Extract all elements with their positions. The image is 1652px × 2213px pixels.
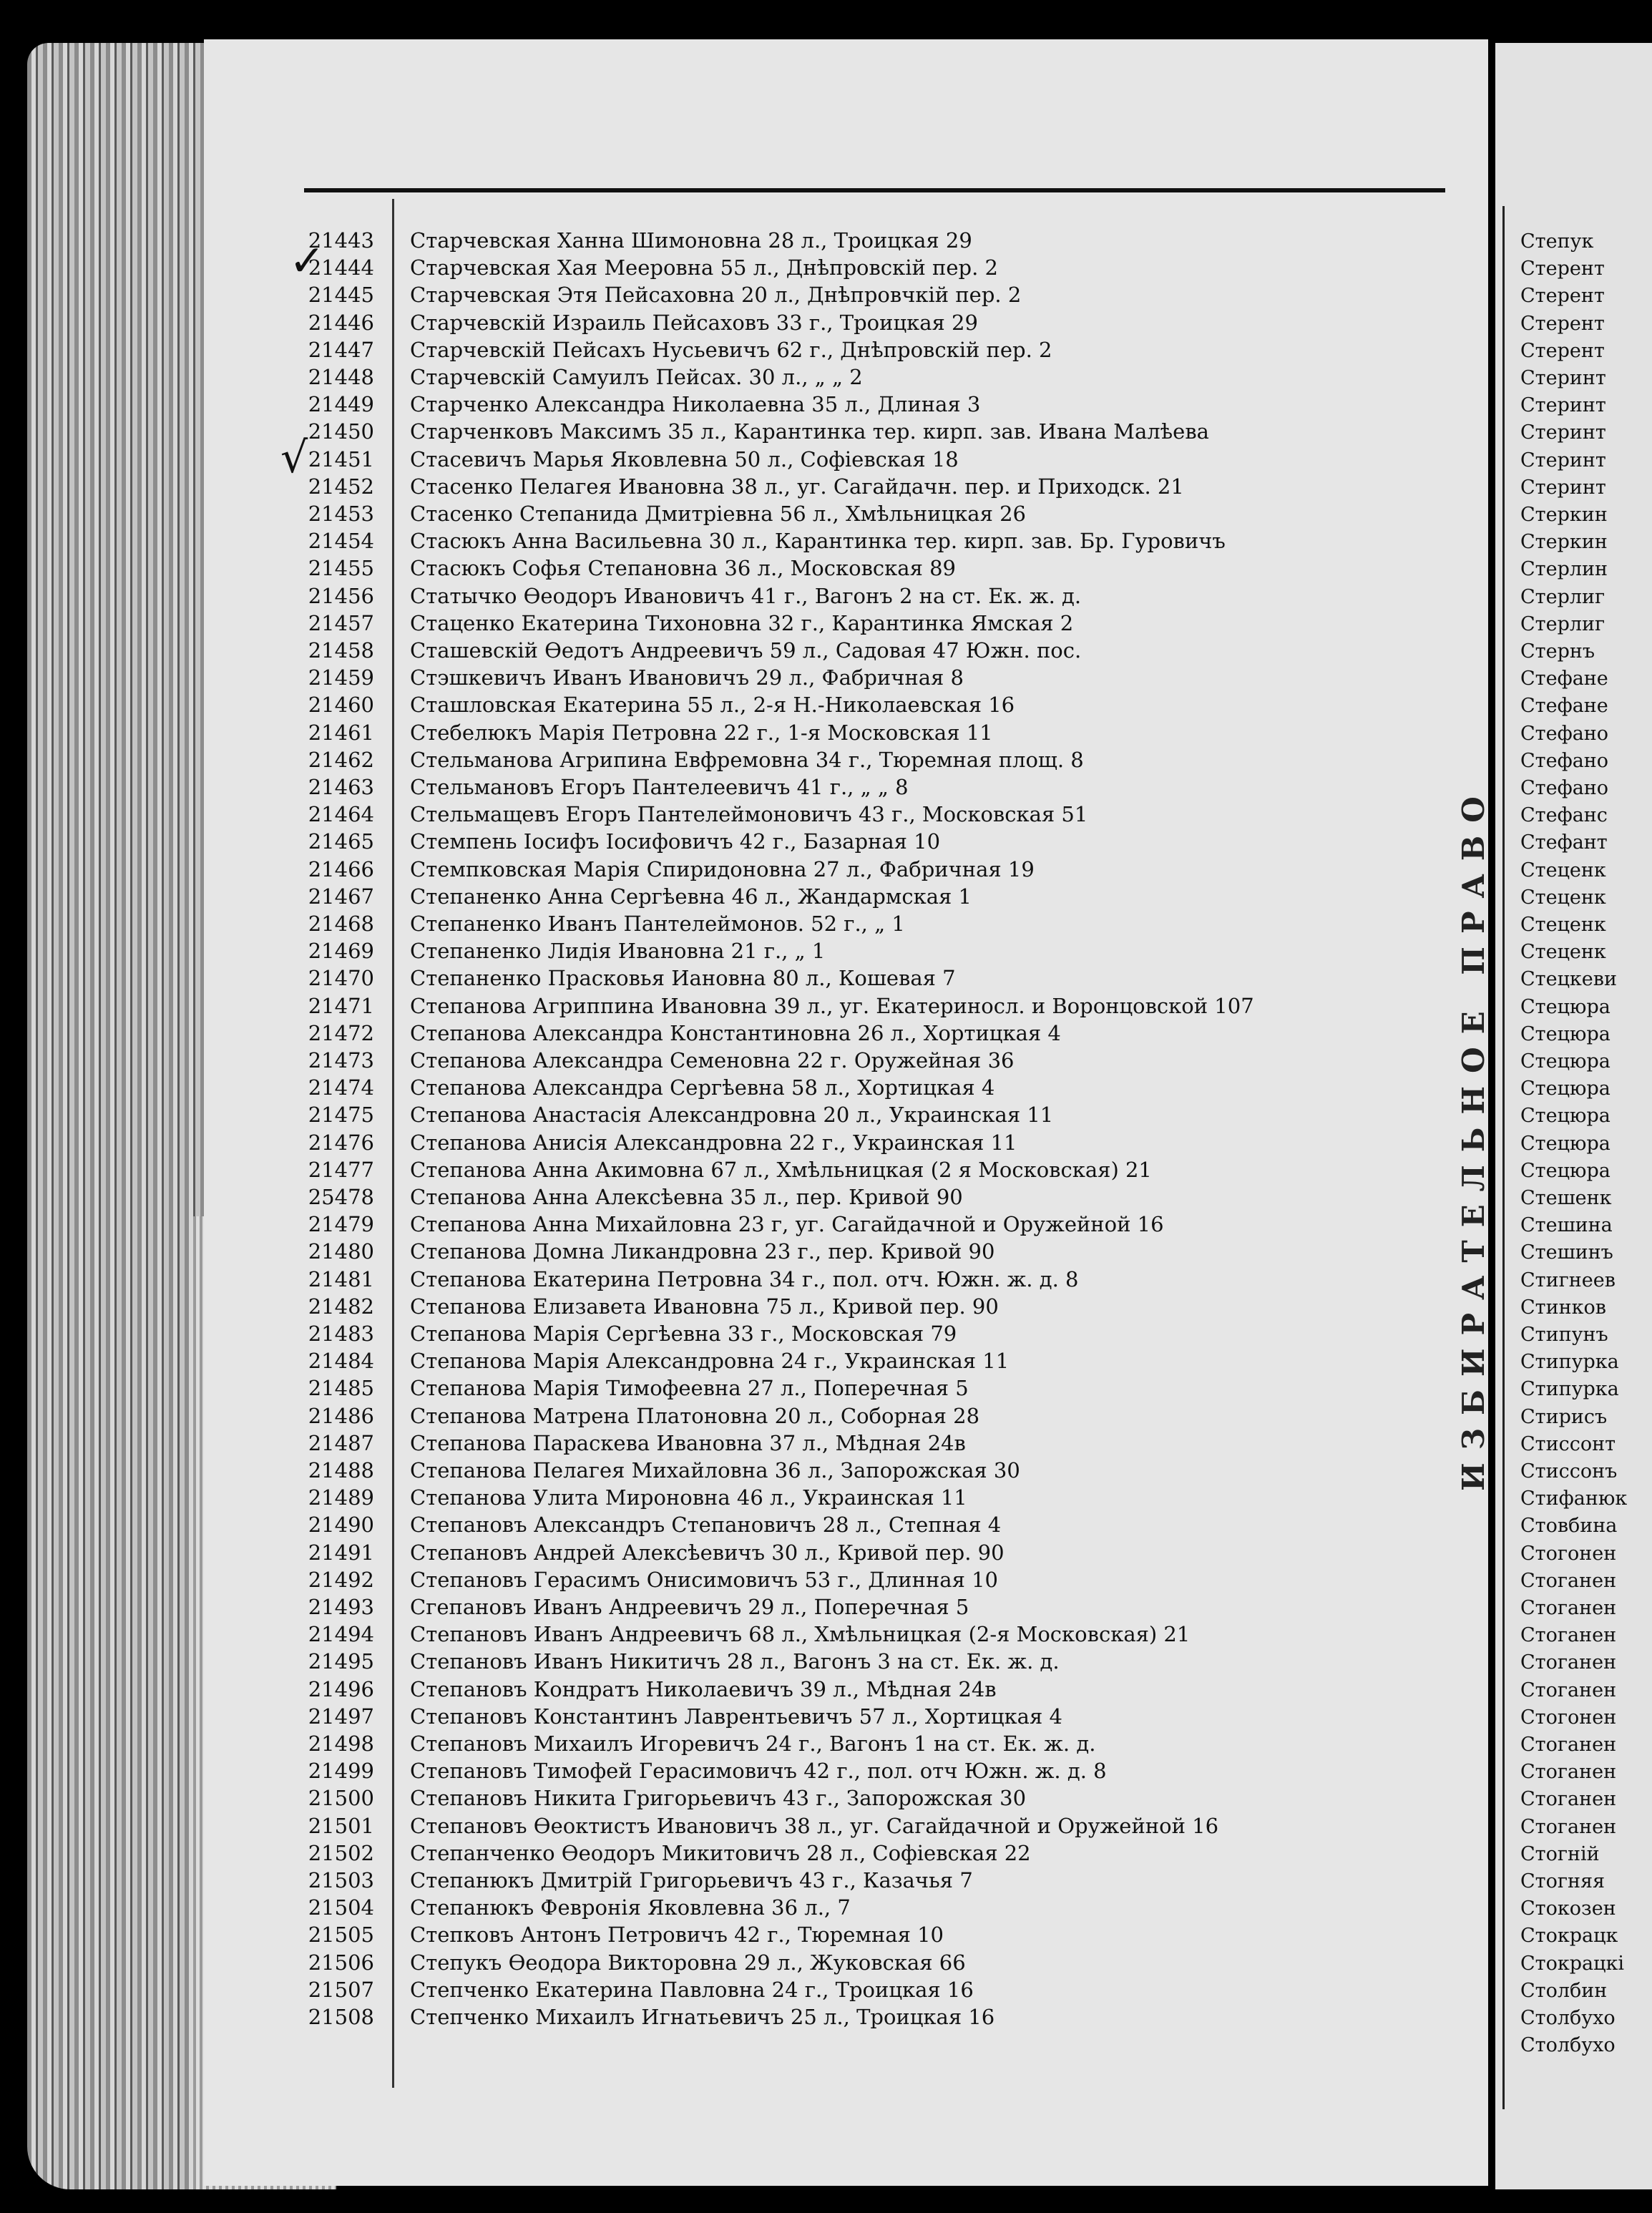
entry-text: Стэшкевичъ Иванъ Ивановичъ 29 л., Фабричная 8 — [410, 665, 964, 690]
entry-text: Степанова Анастасія Александровна 20 л., Украинская 11 — [410, 1103, 1054, 1128]
adjacent-list-entry: Стогонен — [1520, 1542, 1617, 1565]
adjacent-list-entry: Стефано — [1520, 777, 1609, 799]
adjacent-list-entry: Стецюра — [1520, 1159, 1611, 1182]
entry-number: 21501 — [308, 1813, 374, 1838]
entry-number: 21444 — [308, 255, 374, 280]
entry-number: 21448 — [308, 365, 374, 389]
adjacent-list-entry: Стефанс — [1520, 804, 1608, 827]
entry-text: Степаненко Прасковья Иановна 80 л., Кошевая 7 — [410, 966, 956, 991]
entry-text: Степанова Матрена Платоновна 20 л., Соборная 28 — [410, 1403, 980, 1428]
entry-number: 21457 — [308, 610, 374, 635]
entry-text: Стасенко Степанида Дмитріевна 56 л., Хмѣльницкая 26 — [410, 502, 1026, 526]
entry-number: 21458 — [308, 638, 374, 663]
adjacent-list-entry: Стоганен — [1520, 1651, 1617, 1674]
list-entry — [290, 856, 1449, 883]
list-entry — [290, 1894, 1449, 1921]
list-entry — [290, 227, 1449, 254]
list-entry — [290, 664, 1449, 691]
adjacent-list-entry: Стеценк — [1520, 941, 1606, 964]
adjacent-list-entry: Степук — [1520, 230, 1594, 253]
entry-text: Степаненко Анна Сергѣевна 46 л., Жандармская 1 — [410, 884, 972, 909]
list-entry — [290, 582, 1449, 610]
entry-text: Степанюкъ Февронія Яковлевна 36 л., 7 — [410, 1895, 851, 1920]
entry-text: Степановъ Михаилъ Игоревичъ 24 г., Вагонъ 1 на ст. Ек. ж. д. — [410, 1731, 1096, 1756]
adjacent-list-entry: Стинков — [1520, 1296, 1606, 1319]
adjacent-list-entry: Стиссонъ — [1520, 1460, 1618, 1482]
list-entry — [290, 1539, 1449, 1566]
entry-number: 21500 — [308, 1786, 374, 1811]
adjacent-list-entry: Стеринт — [1520, 394, 1606, 417]
entry-number: 21484 — [308, 1349, 374, 1374]
entry-number: 21472 — [308, 1020, 374, 1045]
entry-number: 21446 — [308, 310, 374, 335]
list-entry — [290, 418, 1449, 445]
list-entry — [290, 363, 1449, 391]
entry-text: Степанова Анна Акимовна 67 л., Хмѣльницкая (2 я Московская) 21 — [410, 1157, 1152, 1182]
entry-text: Степановъ Герасимъ Онисимовичъ 53 г., Длинная 10 — [410, 1567, 998, 1592]
adjacent-list-entry: Стецюра — [1520, 1050, 1611, 1073]
entry-number: 25478 — [308, 1185, 374, 1209]
entry-text: Степаненко Лидія Ивановна 21 г., „ 1 — [410, 939, 826, 964]
list-entry — [290, 937, 1449, 964]
entry-number: 21460 — [308, 693, 374, 718]
list-entry — [290, 1347, 1449, 1374]
vertical-column-title: ИЗБИРАТЕЛЬНОЕ ПРАВО — [1456, 783, 1491, 1492]
entry-number: 21494 — [308, 1622, 374, 1647]
entry-text: Сташевскій Ѳедотъ Андреевичъ 59 л., Садовая 47 Южн. пос. — [410, 638, 1082, 663]
book-page-edges — [27, 43, 206, 2189]
entry-number: 21475 — [308, 1103, 374, 1128]
adjacent-list-entry: Стеценк — [1520, 886, 1606, 909]
list-entry — [290, 336, 1449, 363]
list-entry — [290, 1293, 1449, 1320]
adjacent-list-entry: Стерлин — [1520, 558, 1608, 581]
entry-text: Стасюкъ Софья Степановна 36 л., Московская 89 — [410, 556, 956, 581]
adjacent-list-entry: Стоганен — [1520, 1815, 1617, 1838]
ink-tick-mark: √ — [280, 433, 308, 483]
list-entry — [290, 1238, 1449, 1265]
list-entry — [290, 801, 1449, 828]
list-entry — [290, 883, 1449, 910]
adjacent-list-entry: Стешинъ — [1520, 1241, 1613, 1264]
entry-text: Степанченко Ѳеодоръ Микитовичъ 28 л., Софіевская 22 — [410, 1840, 1031, 1865]
list-entry — [290, 1430, 1449, 1457]
entry-number: 21452 — [308, 474, 374, 499]
entry-text: Степанова Пелагея Михайловна 36 л., Запорожская 30 — [410, 1458, 1020, 1482]
entry-number: 21481 — [308, 1266, 374, 1291]
adjacent-list-entry: Стиссонт — [1520, 1432, 1616, 1455]
adjacent-list-entry: Стипунъ — [1520, 1324, 1608, 1346]
list-entry — [290, 473, 1449, 500]
entry-text: Степанова Александра Семеновна 22 г. Оружейная 36 — [410, 1048, 1015, 1073]
list-entry — [290, 1020, 1449, 1047]
entry-number: 21508 — [308, 2005, 374, 2029]
entry-number: 21490 — [308, 1513, 374, 1538]
entry-number: 21474 — [308, 1075, 374, 1100]
entry-text: Статычко Ѳеодоръ Ивановичъ 41 г., Вагонъ 2 на ст. Ек. ж. д. — [410, 583, 1082, 608]
entry-text: Старчевскій Израиль Пейсаховъ 33 г., Троицкая 29 — [410, 310, 978, 335]
list-entry — [290, 391, 1449, 418]
adjacent-list-entry: Стипурка — [1520, 1351, 1619, 1374]
list-entry — [290, 1648, 1449, 1675]
adjacent-list-entry: Стоганен — [1520, 1569, 1617, 1592]
list-entry — [290, 1374, 1449, 1402]
entry-number: 21504 — [308, 1895, 374, 1920]
list-entry — [290, 1129, 1449, 1156]
list-entry — [290, 1867, 1449, 1894]
list-entry — [290, 281, 1449, 308]
entry-number: 21506 — [308, 1950, 374, 1975]
adjacent-list-entry: Стоганен — [1520, 1734, 1617, 1756]
entry-number: 21495 — [308, 1649, 374, 1674]
entry-text: Старчевская Хая Мееровна 55 л., Днѣпровскій пер. 2 — [410, 255, 998, 280]
list-entry — [290, 1156, 1449, 1183]
entry-text: Степанова Елизавета Ивановна 75 л., Кривой пер. 90 — [410, 1294, 999, 1319]
entry-number: 21493 — [308, 1595, 374, 1619]
entry-text: Степанова Анна Михайловна 23 г, уг. Сагайдачной и Оружейной 16 — [410, 1212, 1164, 1237]
entry-text: Степанова Марія Александровна 24 г., Украинская 11 — [410, 1349, 1010, 1374]
adjacent-list-entry: Стерент — [1520, 258, 1605, 280]
entry-text: Степченко Екатерина Павловна 24 г., Троицкая 16 — [410, 1977, 974, 2002]
entry-text: Степковъ Антонъ Петровичъ 42 г., Тюремная 10 — [410, 1923, 944, 1948]
entry-number: 21498 — [308, 1731, 374, 1756]
adjacent-list-entry: Стерент — [1520, 285, 1605, 308]
adjacent-list-entry: Стоганен — [1520, 1597, 1617, 1619]
entry-number: 21447 — [308, 337, 374, 362]
entry-text: Степченко Михаилъ Игнатьевичъ 25 л., Троицкая 16 — [410, 2005, 995, 2029]
list-entry — [290, 527, 1449, 555]
list-entry — [290, 1457, 1449, 1484]
entry-number: 21445 — [308, 283, 374, 308]
adjacent-list-entry: Стецюра — [1520, 995, 1611, 1018]
adjacent-list-entry: Стеринт — [1520, 476, 1606, 499]
adjacent-list-entry: Стецюра — [1520, 1105, 1611, 1128]
entry-number: 21487 — [308, 1430, 374, 1455]
list-entry — [290, 1976, 1449, 2003]
list-entry — [290, 691, 1449, 718]
adjacent-list-entry: Стокрацк — [1520, 1925, 1618, 1948]
adjacent-list-entry: Стовбина — [1520, 1515, 1618, 1538]
adjacent-list-entry: Стеркин — [1520, 504, 1608, 526]
entry-number: 21492 — [308, 1567, 374, 1592]
entry-text: Старченковъ Максимъ 35 л., Карантинка тер. кирп. зав. Ивана Малѣева — [410, 419, 1209, 444]
list-entry — [290, 1484, 1449, 1511]
entry-number: 21503 — [308, 1868, 374, 1892]
entry-text: Стасевичъ Марья Яковлевна 50 л., Софіевская 18 — [410, 446, 959, 472]
list-entry — [290, 719, 1449, 746]
entry-number: 21480 — [308, 1239, 374, 1264]
list-entry — [290, 1074, 1449, 1101]
ink-check-mark: ✓ — [289, 236, 326, 286]
entry-number: 21456 — [308, 583, 374, 608]
list-entry — [290, 1211, 1449, 1238]
adjacent-list-entry: Стефано — [1520, 749, 1609, 772]
entry-text: Сгепановъ Иванъ Андреевичъ 29 л., Поперечная 5 — [410, 1595, 969, 1619]
list-entry — [290, 1320, 1449, 1347]
entry-text: Степанюкъ Дмитрій Григорьевичъ 43 г., Казачья 7 — [410, 1868, 973, 1892]
entry-number: 21507 — [308, 1977, 374, 2002]
entry-text: Степанова Марія Сергѣевна 33 г., Московская 79 — [410, 1322, 957, 1346]
entry-number: 21469 — [308, 939, 374, 964]
entry-text: Степановъ Андрей Алексѣевичъ 30 л., Кривой пер. 90 — [410, 1540, 1005, 1565]
entry-number: 21479 — [308, 1212, 374, 1237]
list-entry — [290, 964, 1449, 992]
list-entry — [290, 1784, 1449, 1812]
entry-number: 21505 — [308, 1923, 374, 1948]
entry-number: 21477 — [308, 1157, 374, 1182]
entry-text: Стасенко Пелагея Ивановна 38 л., уг. Сагайдачн. пер. и Приходск. 21 — [410, 474, 1184, 499]
adjacent-list-entry: Стеринт — [1520, 449, 1606, 472]
entry-number: 21497 — [308, 1704, 374, 1729]
entry-text: Старчевскій Пейсахъ Нусьевичъ 62 г., Днѣпровскій пер. 2 — [410, 337, 1052, 362]
entry-number: 21473 — [308, 1048, 374, 1073]
list-entry — [290, 637, 1449, 664]
entry-number: 21463 — [308, 775, 374, 799]
entry-number: 21462 — [308, 747, 374, 772]
list-entry — [290, 773, 1449, 801]
adjacent-list-entry: Стипурка — [1520, 1378, 1619, 1401]
list-entry — [290, 1757, 1449, 1784]
entry-number: 21471 — [308, 993, 374, 1018]
adjacent-list-entry: Стецюра — [1520, 1022, 1611, 1045]
entry-text: Степанова Анна Алексѣевна 35 л., пер. Кривой 90 — [410, 1185, 963, 1209]
entry-number: 21468 — [308, 912, 374, 936]
entry-number: 21443 — [308, 228, 374, 253]
adjacent-list-entry: Стирисъ — [1520, 1405, 1608, 1428]
adjacent-list-entry: Стерлиг — [1520, 612, 1605, 635]
adjacent-list-entry: Стерент — [1520, 312, 1605, 335]
adjacent-list-entry: Стоганен — [1520, 1761, 1617, 1784]
entry-text: Сташловская Екатерина 55 л., 2-я Н.-Николаевская 16 — [410, 693, 1015, 718]
list-entry — [290, 1183, 1449, 1211]
adjacent-list-entry: Стецюра — [1520, 1132, 1611, 1155]
entry-text: Степукъ Ѳеодора Викторовна 29 л., Жуковская 66 — [410, 1950, 966, 1975]
list-entry — [290, 1266, 1449, 1293]
list-entry — [290, 500, 1449, 527]
list-entry — [290, 1047, 1449, 1074]
entry-number: 21459 — [308, 665, 374, 690]
adjacent-list-entry: Стефане — [1520, 695, 1608, 718]
adjacent-list-entry: Столбухо — [1520, 2034, 1616, 2057]
adjacent-list-entry: Стогонен — [1520, 1706, 1617, 1729]
entry-number: 21451 — [308, 446, 374, 472]
list-entry — [290, 1402, 1449, 1430]
list-entry — [290, 910, 1449, 937]
adjacent-list-entry: Стернъ — [1520, 640, 1595, 663]
entry-number: 21450 — [308, 419, 374, 444]
adjacent-list-entry: Стецкеви — [1520, 968, 1617, 991]
adjacent-list-entry: Стогняя — [1520, 1870, 1605, 1892]
list-entry — [290, 1676, 1449, 1703]
list-entry — [290, 1621, 1449, 1648]
adjacent-list-entry: Стоганен — [1520, 1679, 1617, 1701]
entry-text: Степанова Агриппина Ивановна 39 л., уг. Екатериносл. и Воронцовской 107 — [410, 993, 1254, 1018]
entry-number: 21461 — [308, 720, 374, 745]
list-entry — [290, 1812, 1449, 1840]
entry-text: Стельмащевъ Егоръ Пантелеймоновичъ 43 г., Московская 51 — [410, 802, 1088, 827]
adjacent-list-entry: Столбухо — [1520, 2007, 1616, 2029]
entry-text: Степаненко Иванъ Пантелеймонов. 52 г., „ 1 — [410, 912, 905, 936]
entry-text: Стебелюкъ Марія Петровна 22 г., 1-я Московская 11 — [410, 720, 993, 745]
entry-text: Старчевская Ханна Шимоновна 28 л., Троицкая 29 — [410, 228, 972, 253]
list-entry — [290, 746, 1449, 773]
adjacent-list-entry: Стецюра — [1520, 1078, 1611, 1100]
entry-text: Степанова Улита Мироновна 46 л., Украинская 11 — [410, 1485, 967, 1510]
entry-number: 21455 — [308, 556, 374, 581]
entry-text: Степановъ Кондратъ Николаевичъ 39 л., Мѣдная 24в — [410, 1676, 997, 1701]
adjacent-list-entry: Стерент — [1520, 339, 1605, 362]
entry-number: 21483 — [308, 1322, 374, 1346]
adjacent-list-entry: Стеринт — [1520, 421, 1606, 444]
list-entry — [290, 1703, 1449, 1730]
entry-text: Степанова Домна Ликандровна 23 г., пер. Кривой 90 — [410, 1239, 995, 1264]
adjacent-list-entry: Стефано — [1520, 722, 1609, 745]
entry-text: Степановъ Александръ Степановичъ 28 л., Степная 4 — [410, 1513, 1002, 1538]
entry-text: Стельмановъ Егоръ Пантелеевичъ 41 г., „ „ 8 — [410, 775, 909, 799]
entry-text: Степанова Екатерина Петровна 34 г., пол. отч. Южн. ж. д. 8 — [410, 1266, 1079, 1291]
entry-text: Стаценко Екатерина Тихоновна 32 г., Карантинка Ямская 2 — [410, 610, 1074, 635]
entry-text: Степанова Александра Сергѣевна 58 л., Хортицкая 4 — [410, 1075, 995, 1100]
entry-number: 21465 — [308, 829, 374, 854]
list-entry — [290, 309, 1449, 336]
adjacent-list-entry: Стефант — [1520, 831, 1608, 854]
entry-text: Степановъ Иванъ Никитичъ 28 л., Вагонъ 3 на ст. Ек. ж. д. — [410, 1649, 1060, 1674]
entry-number: 21485 — [308, 1376, 374, 1401]
entry-text: Стельманова Агрипина Евфремовна 34 г., Тюремная площ. 8 — [410, 747, 1084, 772]
list-entry — [290, 555, 1449, 582]
entry-text: Стасюкъ Анна Васильевна 30 л., Карантинка тер. кирп. зав. Бр. Гуровичъ — [410, 529, 1226, 554]
adjacent-list-entry: Стокрацкі — [1520, 1952, 1624, 1975]
entry-text: Старченко Александра Николаевна 35 л., Длиная 3 — [410, 392, 981, 417]
entry-text: Степанова Марія Тимофеевна 27 л., Поперечная 5 — [410, 1376, 969, 1401]
entry-number: 21489 — [308, 1485, 374, 1510]
adjacent-list-entry: Стеценк — [1520, 859, 1606, 881]
list-entry — [290, 992, 1449, 1020]
adjacent-list-entry: Столбин — [1520, 1979, 1608, 2002]
entry-text: Степанова Александра Константиновна 26 л., Хортицкая 4 — [410, 1020, 1061, 1045]
adjacent-list-entry: Стоганен — [1520, 1788, 1617, 1811]
adjacent-list-entry: Стифанюк — [1520, 1487, 1628, 1510]
list-entry — [290, 1593, 1449, 1621]
entry-text: Степанова Анисія Александровна 22 г., Украинская 11 — [410, 1130, 1017, 1155]
list-entry — [290, 1566, 1449, 1593]
list-entry — [290, 2003, 1449, 2031]
entry-number: 21499 — [308, 1759, 374, 1784]
adjacent-list-entry: Стеценк — [1520, 914, 1606, 936]
entry-number: 21476 — [308, 1130, 374, 1155]
entry-text: Старчевская Этя Пейсаховна 20 л., Днѣпровчкій пер. 2 — [410, 283, 1022, 308]
entry-number: 21470 — [308, 966, 374, 991]
entry-number: 21467 — [308, 884, 374, 909]
list-entry — [290, 1511, 1449, 1538]
entry-text: Старчевскій Самуилъ Пейсах. 30 л., „ „ 2 — [410, 365, 863, 389]
entry-number: 21482 — [308, 1294, 374, 1319]
list-entry — [290, 1949, 1449, 1976]
list-entry — [290, 1921, 1449, 1948]
entry-number: 21486 — [308, 1403, 374, 1428]
adjacent-list-entry: Стогній — [1520, 1842, 1600, 1865]
adjacent-list-entry: Стигнеев — [1520, 1269, 1616, 1291]
list-entry — [290, 1840, 1449, 1867]
entry-number: 21464 — [308, 802, 374, 827]
entry-text: Степановъ Иванъ Андреевичъ 68 л., Хмѣльницкая (2-я Московская) 21 — [410, 1622, 1191, 1647]
entry-text: Степановъ Никита Григорьевичъ 43 г., Запорожская 30 — [410, 1786, 1027, 1811]
adjacent-list-entry: Стоганен — [1520, 1624, 1617, 1647]
entry-text: Степановъ Ѳеоктистъ Ивановичъ 38 л., уг. Сагайдачной и Оружейной 16 — [410, 1813, 1219, 1838]
list-entry — [290, 1730, 1449, 1757]
entry-text: Стемпень Іосифъ Іосифовичъ 42 г., Базарная 10 — [410, 829, 941, 854]
entry-number: 21453 — [308, 502, 374, 526]
entry-text: Степановъ Тимофей Герасимовичъ 42 г., пол. отч Южн. ж. д. 8 — [410, 1759, 1107, 1784]
entry-text: Степанова Параскева Ивановна 37 л., Мѣдная 24в — [410, 1430, 966, 1455]
adjacent-list-entry: Стефане — [1520, 668, 1608, 690]
entry-number: 21496 — [308, 1676, 374, 1701]
top-rule — [304, 188, 1445, 192]
entry-number: 21466 — [308, 856, 374, 881]
adjacent-list-entry: Стешенк — [1520, 1187, 1612, 1209]
list-entry — [290, 828, 1449, 855]
adjacent-list-entry: Стеринт — [1520, 367, 1606, 389]
list-entry — [290, 610, 1449, 637]
entry-number: 21488 — [308, 1458, 374, 1482]
adjacent-page-rule — [1502, 206, 1505, 2109]
list-entry — [290, 446, 1449, 473]
entry-text: Степановъ Константинъ Лаврентьевичъ 57 л., Хортицкая 4 — [410, 1704, 1062, 1729]
entry-number: 21454 — [308, 529, 374, 554]
adjacent-list-entry: Стокозен — [1520, 1897, 1616, 1920]
entry-number: 21491 — [308, 1540, 374, 1565]
list-entry — [290, 1101, 1449, 1128]
adjacent-list-entry: Стешина — [1520, 1214, 1613, 1237]
entry-text: Стемпковская Марія Спиридоновна 27 л., Фабричная 19 — [410, 856, 1035, 881]
entry-number: 21502 — [308, 1840, 374, 1865]
entry-number: 21449 — [308, 392, 374, 417]
list-entry — [290, 254, 1449, 281]
adjacent-list-entry: Стерлиг — [1520, 585, 1605, 608]
adjacent-list-entry: Стеркин — [1520, 531, 1608, 554]
